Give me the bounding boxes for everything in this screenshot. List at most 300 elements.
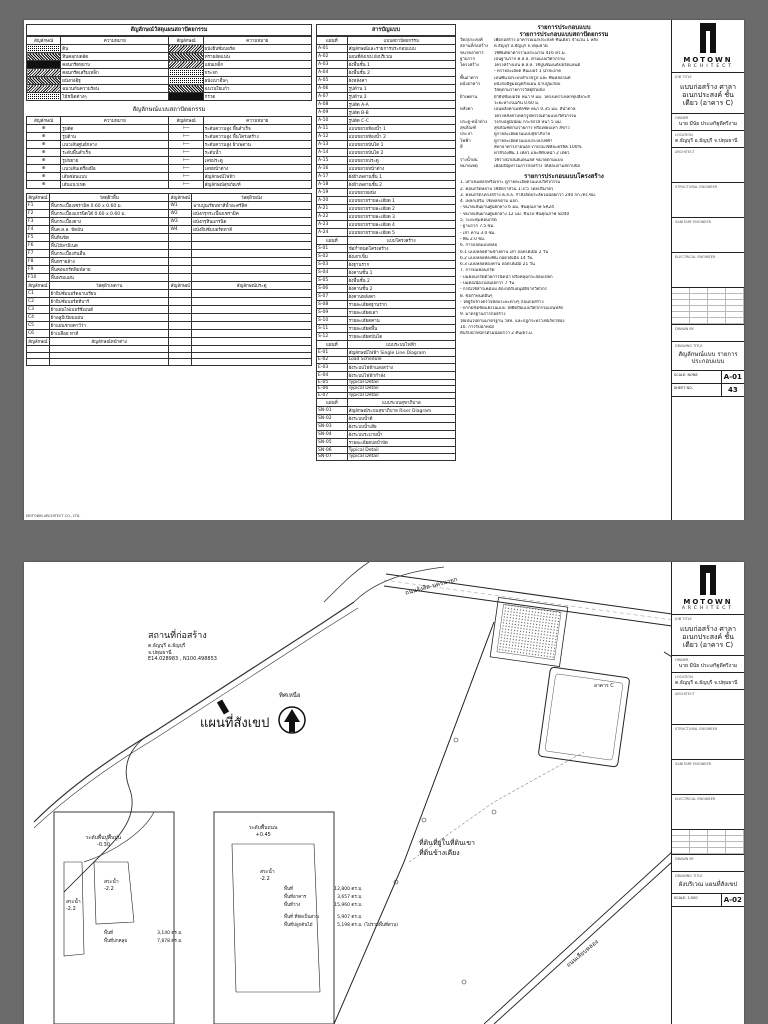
- table-row: [27, 314, 312, 322]
- finish-desc: พื้นค.ส.ล. ขัดมัน: [49, 226, 169, 234]
- zone-level-2: +0.45: [255, 832, 271, 838]
- tb-dwg-title: DRAWING TITLE สัญลักษณ์แบบ รายการประกอบแบบ: [672, 342, 744, 371]
- sheet-name: แบบขยายรายละเอียด 5: [347, 229, 455, 237]
- table-row: [317, 285, 456, 293]
- table-row: [317, 253, 456, 261]
- ceiling-desc: ฝ้าเปลือย ทาสี: [49, 330, 169, 338]
- area-key: พื้นที่ ที่จัดเป็นสวน: [284, 915, 319, 920]
- sheet-code: A-04: [317, 69, 348, 77]
- finish-desc: ฉาบปูนเรียบทาสีน้ำอะครีลิค: [192, 202, 312, 210]
- material-name: คอนกรีตหยาบ: [61, 61, 169, 69]
- pond-label-1: สระน้ำ -2.2: [66, 899, 81, 912]
- note-line: 6.3 แบบหล่อท้องคาน ถอดได้เมื่อ 21 วัน: [460, 262, 535, 268]
- note-value: ใช้รางน้ำฝนสแตนเลส ขนาดตามแบบ: [494, 157, 564, 163]
- tb-job: JOB TITLE แบบก่อสร้าง ศาลาอเนกประสงค์ ชั้นเดียว (อาคาร C): [672, 615, 744, 656]
- sheet-code: A-07: [317, 93, 348, 101]
- symbols-title: สัญลักษณ์วัสดุแผนสถาปัตยกรรม: [26, 24, 312, 36]
- table-row: [317, 293, 456, 301]
- sheet-code: E-01: [317, 349, 348, 357]
- ceiling-code: C3: [27, 306, 50, 314]
- sheet-code: A-18: [317, 181, 348, 189]
- finish-desc: พื้นพรมแผ่น: [49, 274, 169, 282]
- notes-title: รายการประกอบแบบ: [537, 24, 591, 31]
- material-name: ฉนวนกันความร้อน: [61, 85, 169, 93]
- road-right-edge-2: [494, 862, 672, 1024]
- material-name: กรวด: [203, 93, 311, 101]
- note-line: 8. ข้อกำหนดอื่นๆ: [460, 293, 493, 299]
- note-line: - เสา คาน 3.0 ซม.: [460, 230, 496, 236]
- table-row: [317, 349, 456, 357]
- sheet-code: S-12: [317, 333, 348, 341]
- symbol-meaning: เส้นแนวเขต: [61, 181, 169, 189]
- note-key: ไฟฟ้า: [460, 138, 471, 144]
- finish-code: [169, 250, 192, 258]
- sheet-name: ผังระบบไฟฟ้ากำลัง: [347, 371, 455, 379]
- drawing-symbol-icon: ⊢─: [169, 173, 203, 181]
- note-line: 4. เหล็กเสริม ใช้เหล็กตาม มอก.: [460, 199, 519, 205]
- sheet-name: รูปตัด A-A: [347, 101, 455, 109]
- boundary-west: [334, 622, 494, 1024]
- drawing-symbol-icon: ⊢─: [169, 149, 203, 157]
- area-key: พื้นที่ปกคลุม: [104, 939, 128, 944]
- finish-code: W2: [169, 210, 192, 218]
- sheet-code: A-19: [317, 189, 348, 197]
- road-curve-2: [324, 562, 369, 602]
- table-row: [27, 157, 312, 165]
- door-code: [169, 290, 192, 298]
- ceiling-desc: ฝ้าอลูมิเนียมแผ่น: [49, 314, 169, 322]
- drawing-sheet-siteplan: [24, 562, 744, 1024]
- sheet-name: ผังพื้นชั้น 1: [347, 61, 455, 69]
- index-table: [316, 36, 456, 461]
- ceiling-code: C5: [27, 322, 50, 330]
- table-row: [317, 333, 456, 341]
- table-row: [27, 45, 312, 53]
- finish-desc: [192, 258, 312, 266]
- ceiling-code: C4: [27, 314, 50, 322]
- legend-column: [26, 24, 312, 366]
- doors-title: สัญลักษณ์ประตู: [192, 282, 312, 290]
- sheet-code: A-11: [317, 125, 348, 133]
- table-row: [27, 274, 312, 282]
- finish-code: F7: [27, 250, 50, 258]
- table-row: [317, 363, 456, 371]
- tb-electrical: ELECTRICAL ENGINEER: [672, 795, 744, 830]
- table-row: [317, 157, 456, 165]
- revision-grid: [672, 288, 744, 325]
- finish-desc: พื้นหินขัด: [49, 234, 169, 242]
- sheet-name: รายละเอียดคาน: [347, 317, 455, 325]
- col-symbol: สัญลักษณ์: [169, 117, 203, 125]
- drawing-symbol-icon: ⊕: [27, 165, 61, 173]
- drawing-symbol-icon: ⊢─: [169, 141, 203, 149]
- door-code: [169, 314, 192, 322]
- sheet-name: แบบขยายรายละเอียด 4: [347, 221, 455, 229]
- table-row: [27, 234, 312, 242]
- sheet-name: แบบขยายรายละเอียด 1: [347, 197, 455, 205]
- table-row: [317, 269, 456, 277]
- sheet-name: Typical Detail: [347, 447, 455, 454]
- sheet-code: S-09: [317, 309, 348, 317]
- survey-point: [454, 738, 458, 742]
- note-line: 6.2 แบบหล่อท้องพื้น ถอดได้เมื่อ 14 วัน: [460, 255, 533, 261]
- sheet-code: A-09: [317, 109, 348, 117]
- sheet-code: S-05: [317, 277, 348, 285]
- drawing-title: ผังบริเวณ แผนที่สังเขป: [678, 881, 738, 888]
- material-name: หินคลุกบดอัด: [61, 53, 169, 61]
- note-value: สุขภัณฑ์ตามรายการ หรือเทียบเท่า สีขาว: [494, 126, 570, 132]
- sheet-name: แบบขยายรายละเอียด 3: [347, 213, 455, 221]
- symbol-meaning: ระดับความสูง พื้นโครงสร้าง: [203, 133, 311, 141]
- note-value: เป็นหลังคาเมทัลชีท หนา 0.35 มม. สีน้ำตาล: [494, 107, 576, 113]
- ceiling-desc: ฝ้าแผ่นชายคาวีว่า: [49, 322, 169, 330]
- col-desc: ความหมาย: [203, 117, 311, 125]
- finish-code: [169, 266, 192, 274]
- sheet-code: A-23: [317, 221, 348, 229]
- door-code: [169, 322, 192, 330]
- note-line: 9. มาตรฐานการก่อสร้าง: [460, 312, 506, 318]
- finish-code: F3: [27, 218, 50, 226]
- note-line: - บ่มคอนกรีตด้วยการฉีดน้ำ หรือคลุมกระสอบเปียก: [460, 274, 553, 280]
- pond-shape-2: [94, 862, 134, 924]
- finish-desc: [192, 266, 312, 274]
- table-row: [317, 197, 456, 205]
- table-row: [317, 277, 456, 285]
- material-name: แผ่นเหล็ก: [203, 61, 311, 69]
- road-right-label: ถนนเลียบคลอง: [565, 938, 600, 969]
- note-key: ผนังอาคาร: [460, 82, 481, 88]
- material-swatch-icon: [169, 45, 203, 53]
- note-value: สีทาอาคารภายนอก-ภายในใช้สีอะครีลิค 100%: [494, 145, 582, 151]
- table-row: [317, 415, 456, 423]
- logo-sub: ARCHITECT: [681, 606, 735, 611]
- drawing-title: สัญลักษณ์แบบ รายการประกอบแบบ: [678, 351, 738, 365]
- sheet-code: S-03: [317, 261, 348, 269]
- sheet-name: ผังฐานราก: [347, 261, 455, 269]
- symbol-meaning: แนวเส้นเครื่องมือ: [61, 165, 169, 173]
- logo-mark-icon: [700, 23, 716, 53]
- table-row: [317, 261, 456, 269]
- table-row: [317, 325, 456, 333]
- material-name: ผนังก่ออิฐ: [61, 77, 169, 85]
- finish-code: F5: [27, 234, 50, 242]
- note-value: โครงสร้างเป็น ค.ส.ล. ใช้ปูนซีเมนต์ปอร์ตแลนด์: [494, 63, 581, 69]
- sheet-name: รูปตัด B-B: [347, 109, 455, 117]
- tb-architect: ARCHITECT: [672, 148, 744, 183]
- finish-desc: พื้นกระเบื้องเซรามิค 0.60 x 0.60 ม.: [49, 202, 169, 210]
- owner-name: นาย มีนัย ประเสริฐดีศรีงาม: [678, 663, 738, 669]
- symbol-meaning: รูปขยาย: [61, 157, 169, 165]
- finish-code: [169, 258, 192, 266]
- tb-electrical: ELECTRICAL ENGINEER: [672, 253, 744, 288]
- note-line: - ขนาดเส้นผ่านศูนย์กลาง 6 มม. ชั้นคุณภาพ SR24: [460, 205, 555, 211]
- finish-code: F2: [27, 210, 50, 218]
- sheet-code: A-05: [317, 77, 348, 85]
- sheet-code: E-04: [317, 371, 348, 379]
- note-key: สุขภัณฑ์: [460, 126, 476, 132]
- sheet-code: A-10: [317, 117, 348, 125]
- finish-desc: พื้นกระเบื้องกันลื่น: [49, 250, 169, 258]
- sheet-code: S-06: [317, 285, 348, 293]
- north-arrow-glyph-icon: [284, 709, 300, 732]
- sheet-name: แบบขยายหน้าต่าง: [347, 165, 455, 173]
- table-row: [317, 407, 456, 415]
- area-value: 3,140: [157, 931, 170, 936]
- sheet-code: SN-03: [317, 423, 348, 431]
- material-swatch-icon: [27, 85, 61, 93]
- boundary-note-2: ที่ดินข้างเคียง: [419, 849, 460, 857]
- finish-title-floor: วัสดุผิวพื้น: [49, 194, 169, 202]
- note-value: โครงหลังคาเหล็กรูปพรรณตามแบบวิศวกรรม: [494, 113, 577, 119]
- sheet-code: S-02: [317, 253, 348, 261]
- sheet-code: S-07: [317, 293, 348, 301]
- table-row: [317, 423, 456, 431]
- sheet-gap: [0, 520, 768, 562]
- sheet-code: A-22: [317, 213, 348, 221]
- material-name: ฉนวนใยแก้ว: [203, 85, 311, 93]
- materials-table: [26, 36, 312, 101]
- material-name: ดิน: [61, 45, 169, 53]
- note-line: - บ่มต่อเนื่องไม่น้อยกว่า 7 วัน: [460, 280, 515, 286]
- finish-title-wall: วัสดุผิวผนัง: [192, 194, 312, 202]
- tb-dwg-title: DRAWING TITLE ผังบริเวณ แผนที่สังเขป: [672, 872, 744, 894]
- area-unit: ตร.ม.: [350, 915, 363, 920]
- table-row: [27, 133, 312, 141]
- sheet-name: สัญลักษณ์ระบบสุขาภิบาล Riser Diagram: [347, 407, 455, 415]
- note-line: 5. ระยะหุ้มคอนกรีต: [460, 218, 497, 224]
- note-key: ประปา: [460, 132, 473, 138]
- notes-title-arch: รายการประกอบแบบสถาปัตยกรรม: [519, 31, 609, 38]
- col-page: แผ่นที่: [317, 341, 348, 349]
- note-line: 3. คอนกรีตโครงสร้าง ค.ส.ล. กำลังอัดประลัยไม่น้อยกว่า 240 กก./ตร.ซม.: [460, 192, 597, 198]
- finish-code: W3: [169, 218, 192, 226]
- note-line: - กรณีใช้สารเคมีบ่ม ต้องได้รับอนุมัติจากวิศวกร: [460, 287, 547, 293]
- sheet-name: แบบขยายผนัง: [347, 189, 455, 197]
- table-row: [27, 202, 312, 210]
- tb-location: LOCATION ต.ธัญบุรี อ.ธัญบุรี จ.ปทุมธานี: [672, 673, 744, 690]
- sheet-code: SN-07: [317, 453, 348, 460]
- door-desc: [192, 298, 312, 306]
- table-row: [27, 69, 312, 77]
- sheet-code: A-15: [317, 157, 348, 165]
- drawing-symbol-icon: ⊕: [27, 125, 61, 133]
- drawing-symbol-icon: ⊕: [27, 149, 61, 157]
- table-row: [317, 317, 456, 325]
- table-row: [317, 213, 456, 221]
- table-row: [27, 141, 312, 149]
- sheet-code: SN-06: [317, 447, 348, 454]
- note-line: ดินรับน้ำหนักได้ไม่น้อยกว่า 2 ตัน/ตร.ม.: [460, 331, 534, 337]
- sheet-code: SN-02: [317, 415, 348, 423]
- door-desc: [192, 322, 312, 330]
- sheet-name: ผังฝ้าเพดานชั้น 2: [347, 181, 455, 189]
- symbol-meaning: ระดับน้ำ: [203, 149, 311, 157]
- material-name: กระจก: [203, 69, 311, 77]
- sheet-name: Typical Detail: [347, 453, 455, 460]
- finish-table: [26, 193, 312, 366]
- road-right-edge: [484, 852, 672, 1024]
- area-unit: ตร.ม.: [350, 895, 363, 900]
- note-line: 10. การรับน้ำหนัก: [460, 325, 495, 331]
- logo-brand: MOTOWN: [683, 598, 733, 606]
- note-line: ให้เป็นไปตามมาตรฐาน วสท. และกฎกระทรวงที่เกี่ยวข้อง: [460, 318, 565, 324]
- sheet-name: รูปด้าน 1: [347, 85, 455, 93]
- note-key: ฝ้าเพดาน: [460, 94, 478, 100]
- sheet-name: ผังพื้นชั้น 2: [347, 277, 455, 285]
- sheet-code: A-08: [317, 101, 348, 109]
- tb-sanitary: SANITARY ENGINEER: [672, 760, 744, 795]
- index-title: สารบัญแบบ: [316, 24, 456, 36]
- material-swatch-icon: [27, 61, 61, 69]
- area-row: [104, 938, 183, 946]
- table-row: [317, 447, 456, 454]
- sheet-code: A-16: [317, 165, 348, 173]
- area-key: พื้นที่ปลูกต้นไม้: [284, 923, 313, 928]
- project-name: แบบก่อสร้าง ศาลาอเนกประสงค์ ชั้นเดียว (อาคาร C): [679, 83, 737, 107]
- note-key: โครงสร้าง: [460, 63, 480, 69]
- sheet-name: สัญลักษณ์ไฟฟ้า Single Line Diagram: [347, 349, 455, 357]
- col-page: แผ่นที่: [317, 37, 348, 45]
- note-value: ผนังก่ออิฐมอญครึ่งแผ่น ฉาบปูนเรียบ: [494, 82, 561, 88]
- note-value: ดูรายละเอียดในแบบสุขาภิบาล: [494, 132, 551, 138]
- tb-drawn: DRAWN BY: [672, 855, 744, 872]
- finish-desc: พื้นกระเบื้องแกรนิตโต้ 0.60 x 0.60 ม.: [49, 210, 169, 218]
- page-number: 43: [721, 384, 744, 396]
- ceiling-code: C1: [27, 290, 50, 298]
- drawing-symbol-icon: ⊕: [27, 133, 61, 141]
- pond-label-2: สระน้ำ -2.2: [104, 879, 119, 892]
- table-row: [317, 77, 456, 85]
- symbols-table: [26, 116, 312, 189]
- material-name: คอนกรีตเสริมเหล็ก: [61, 69, 169, 77]
- note-key: วัตถุประสงค์: [460, 38, 483, 43]
- finish-code: F10: [27, 274, 50, 282]
- logo-mark-icon: [700, 565, 716, 595]
- note-line: 6. การถอดแบบหล่อ: [460, 243, 498, 249]
- sheet-name: แบบขยายห้องน้ำ 1: [347, 125, 455, 133]
- note-line: - ขนาดเส้นผ่านศูนย์กลาง 12 มม. ขึ้นไป ชั้นคุณภาพ SD40: [460, 211, 570, 217]
- sheet-name: สัญลักษณ์และรายการประกอบแบบ: [347, 45, 455, 53]
- sheet-code: E-02: [317, 357, 348, 364]
- ceiling-code: C6: [27, 330, 50, 338]
- sheet-code: A-01: [317, 45, 348, 53]
- note-key: หลังคา: [460, 107, 473, 113]
- title-block: [671, 20, 744, 520]
- sheet-name: รายละเอียดฐานราก: [347, 301, 455, 309]
- area-value: 7,878: [157, 939, 170, 944]
- building-footprint: [497, 604, 561, 660]
- sheet-code: SN-04: [317, 431, 348, 439]
- survey-point: [462, 980, 466, 984]
- table-row: [317, 69, 456, 77]
- sheet-name: รายละเอียดบ่อบำบัด: [347, 439, 455, 447]
- material-swatch-icon: [169, 53, 203, 61]
- table-row: [317, 149, 456, 157]
- door-code: [169, 306, 192, 314]
- finish-desc: พื้นคอนกรีตพิมพ์ลาย: [49, 266, 169, 274]
- table-row: [317, 181, 456, 189]
- col-page: แผ่นที่: [317, 237, 348, 245]
- table-row: [27, 210, 312, 218]
- finish-code: W1: [169, 202, 192, 210]
- site-coordinates: E14.028983 , N100.498853: [148, 656, 217, 662]
- table-row: [317, 133, 456, 141]
- note-key: สถานที่ก่อสร้าง: [460, 44, 489, 50]
- note-key: หมายเหตุ: [460, 163, 478, 169]
- finish-desc: [192, 250, 312, 258]
- sheet-code: S-10: [317, 317, 348, 325]
- scale-value: NONE: [687, 373, 698, 377]
- table-row: [27, 226, 312, 234]
- symbol-meaning: แนวเส้นศูนย์กลาง: [61, 141, 169, 149]
- area-unit: ตร.ม.: [170, 931, 183, 936]
- sheet-code: A-13: [317, 141, 348, 149]
- sheet-code: A-02: [317, 53, 348, 61]
- note-value: เพื่อก่อสร้าง อาคารอเนกประสงค์ ชั้นเดียว จำนวน 1 หลัง: [494, 38, 599, 43]
- symbol-meaning: เลขประตู: [203, 157, 311, 165]
- company-logo: [672, 562, 744, 615]
- symbol-meaning: สัญลักษณ์ไฟฟ้า: [203, 173, 311, 181]
- scale-value: 1:500: [687, 896, 698, 900]
- table-row: [27, 322, 312, 330]
- material-swatch-icon: [27, 45, 61, 53]
- tb-drawn: DRAWN BY: [672, 325, 744, 342]
- drawing-sheet-symbols: [24, 20, 744, 520]
- sheet-code: E-06: [317, 386, 348, 393]
- sheet-code: A-03: [317, 61, 348, 69]
- finish-code: F1: [27, 202, 50, 210]
- material-swatch-icon: [169, 93, 203, 101]
- sheet-code: E-03: [317, 363, 348, 371]
- door-desc: [192, 314, 312, 322]
- zone-label-2: ระดับพื้นถนน +0.45: [249, 825, 278, 838]
- note-value: เป็นพื้นไม้ระบบสำเร็จรูป และ พื้นหล่อในที่: [494, 75, 571, 81]
- pond-label-3: สระน้ำ -2.2: [260, 869, 275, 882]
- table-row: [317, 245, 456, 253]
- col-page: แผ่นที่: [317, 399, 348, 407]
- sheet-code: E-05: [317, 379, 348, 386]
- sheet-number: A-02: [721, 894, 744, 906]
- table-row: [317, 431, 456, 439]
- symbol-meaning: ระดับความสูง พื้นสำเร็จ: [203, 125, 311, 133]
- table-row: [317, 357, 456, 364]
- col-symbol: สัญลักษณ์: [27, 117, 61, 125]
- col-symbol: สัญลักษณ์: [27, 194, 50, 202]
- symbol-meaning: เส้นซ่อนแบบ: [61, 173, 169, 181]
- sheet-name: ข้อกำหนดโครงสร้าง: [347, 245, 455, 253]
- sheet-code: S-08: [317, 301, 348, 309]
- index-group-sanitary: แบบระบบสุขาภิบาล: [347, 399, 455, 407]
- area-unit: ตร.ม. (ไม่รวมพื้นที่สวน): [350, 923, 399, 928]
- table-row: [317, 173, 456, 181]
- note-line: - ฐานราก 7.5 ซม.: [460, 224, 495, 230]
- site-address-2: จ.ปทุมธานี: [148, 650, 172, 656]
- area-row: [284, 894, 363, 902]
- finish-desc: [192, 242, 312, 250]
- sheet-code: E-07: [317, 392, 348, 399]
- table-row: [317, 221, 456, 229]
- note-key: สี: [460, 145, 463, 151]
- sheet-name: ผังฝ้าเพดานชั้น 1: [347, 173, 455, 181]
- material-swatch-icon: [169, 69, 203, 77]
- area-row: [284, 914, 398, 922]
- material-swatch-icon: [27, 53, 61, 61]
- symbol-meaning: เลขหน้าต่าง: [203, 165, 311, 173]
- symbol-meaning: ระดับความสูง ฝ้าเพดาน: [203, 141, 311, 149]
- sheet-name: ผังคานชั้น 2: [347, 285, 455, 293]
- note-value: วัสดุตามรายการวัสดุผิวผนัง: [494, 88, 545, 94]
- drawing-symbol-icon: ⊕: [27, 157, 61, 165]
